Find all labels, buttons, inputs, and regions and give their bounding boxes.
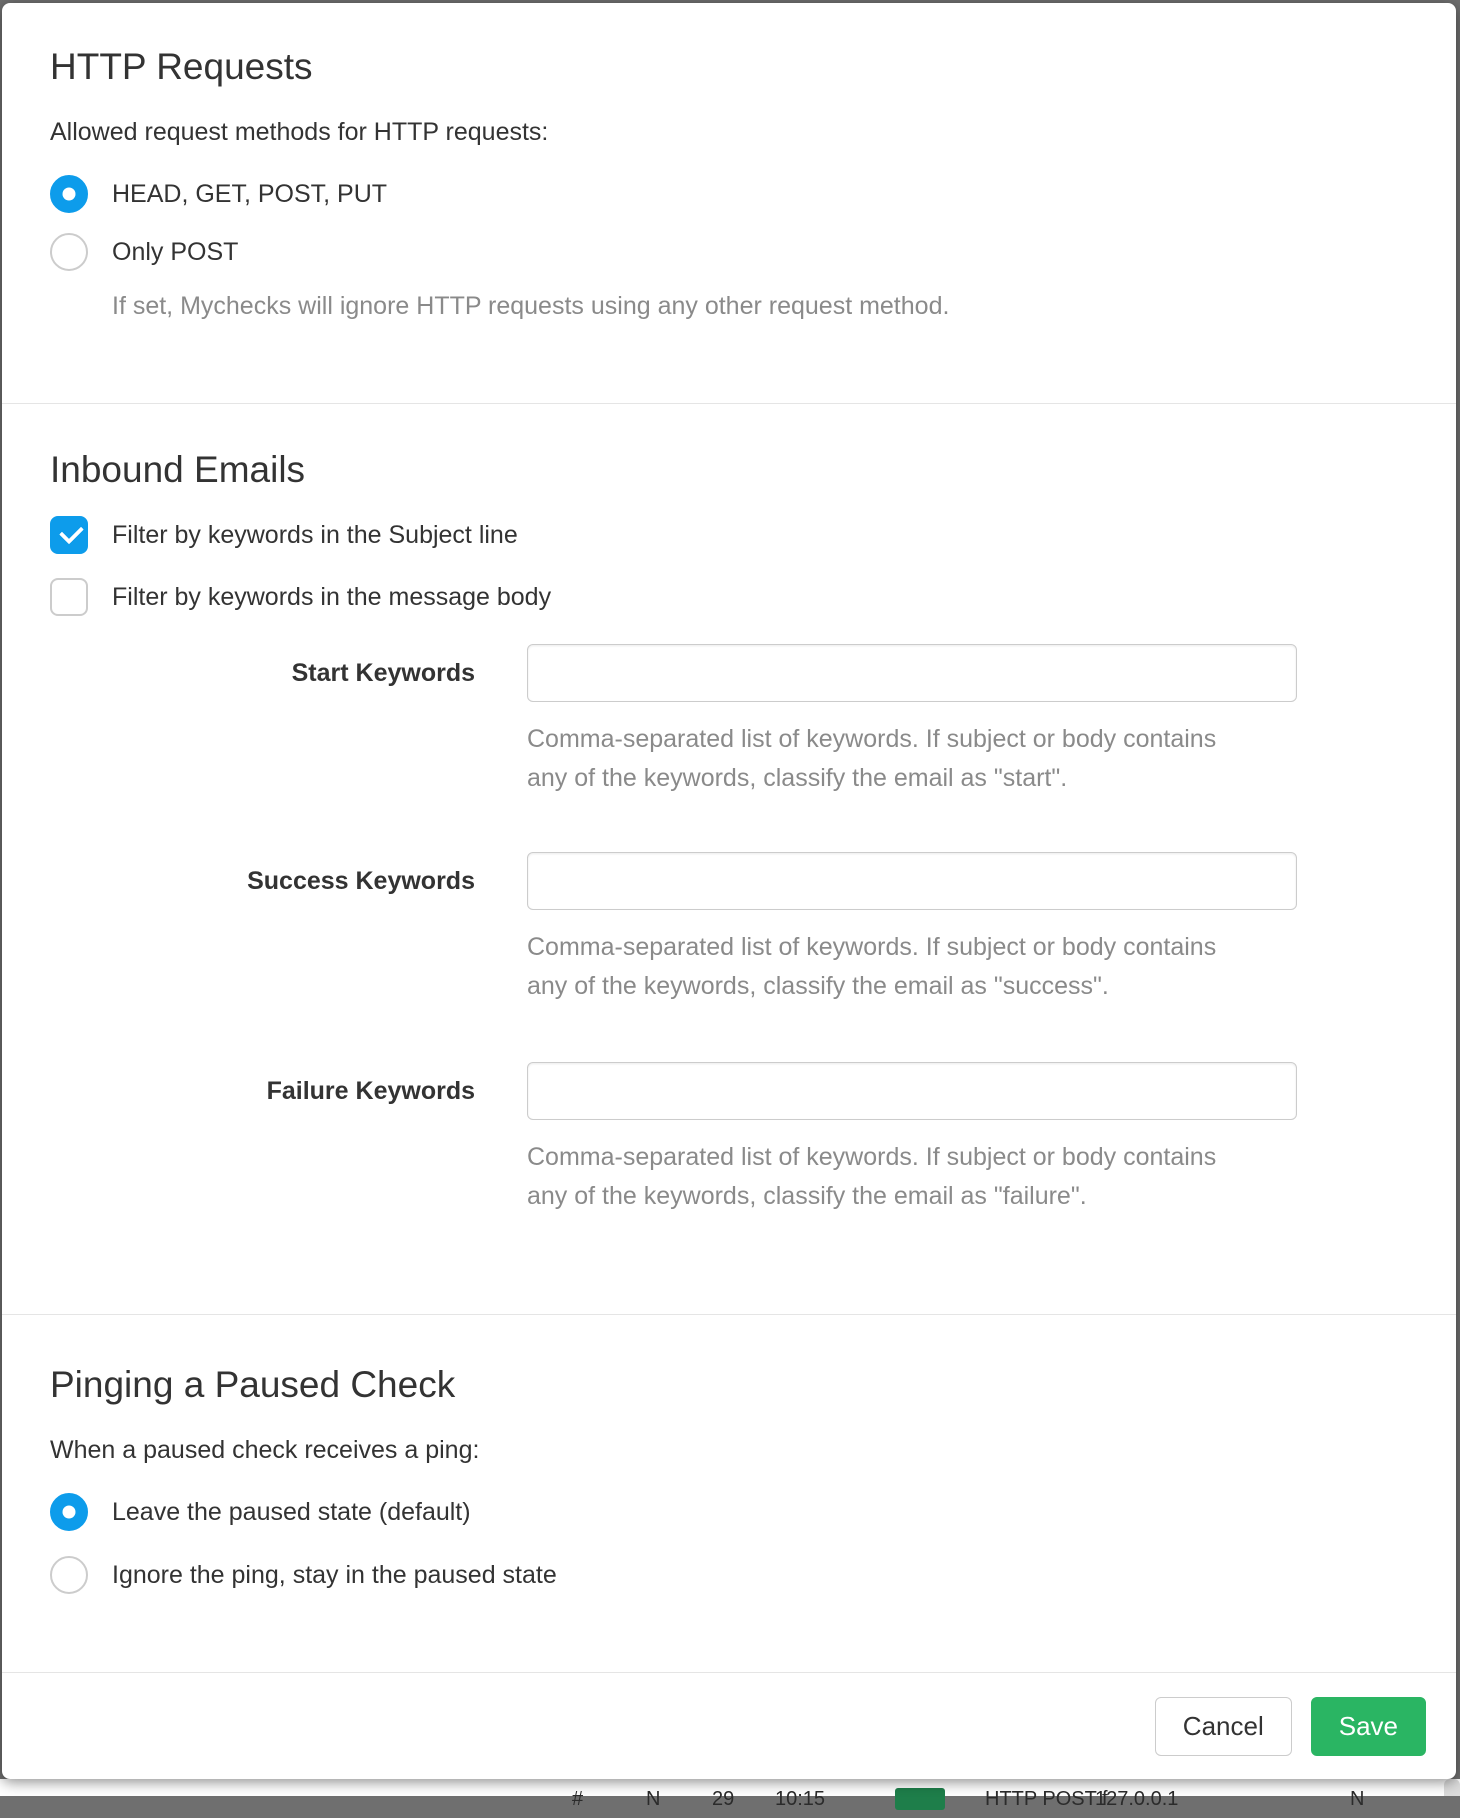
failure-keywords-help-text: Comma-separated list of keywords. If subject or body contains any of the keywords, classify the email as "failure". bbox=[527, 1143, 1217, 1210]
radio-option-label: Ignore the ping, stay in the paused state bbox=[112, 1560, 557, 1589]
checkbox-filter-body[interactable] bbox=[50, 578, 1408, 616]
section-title-pinging-paused-check: Pinging a Paused Check bbox=[50, 1364, 456, 1405]
radio-option-label: Only POST bbox=[112, 237, 239, 266]
background-text: 29 bbox=[712, 1788, 735, 1810]
failure-keywords-label: Failure Keywords bbox=[266, 1076, 475, 1105]
checkbox-label: Filter by keywords in the message body bbox=[112, 582, 552, 611]
checkbox-label: Filter by keywords in the Subject line bbox=[112, 520, 518, 549]
section-http-requests bbox=[2, 3, 1456, 403]
success-keywords-input[interactable] bbox=[527, 852, 1297, 910]
section-title-http-requests: HTTP Requests bbox=[50, 46, 313, 87]
checkbox-filter-subject[interactable] bbox=[50, 516, 1408, 554]
radio-option-leave-paused-state[interactable] bbox=[50, 1493, 1408, 1531]
radio-option-only-post[interactable] bbox=[50, 233, 1408, 271]
background-text: 10:15 bbox=[775, 1788, 826, 1810]
http-methods-intro: Allowed request methods for HTTP requests: bbox=[50, 118, 549, 146]
checkbox-icon[interactable] bbox=[50, 578, 88, 616]
section-pinging-paused-check bbox=[2, 1315, 1456, 1672]
page-scrollbar[interactable] bbox=[1444, 1779, 1460, 1796]
background-text: N bbox=[646, 1788, 661, 1810]
background-text: N bbox=[1350, 1788, 1365, 1810]
status-badge bbox=[895, 1788, 945, 1810]
failure-keywords-input[interactable] bbox=[527, 1062, 1297, 1120]
background-text: # bbox=[572, 1788, 584, 1810]
settings-modal bbox=[2, 3, 1456, 1779]
radio-button-icon[interactable] bbox=[50, 233, 88, 271]
save-button[interactable]: Save bbox=[1311, 1697, 1426, 1756]
radio-option-ignore-ping[interactable] bbox=[50, 1556, 1408, 1594]
section-inbound-emails bbox=[2, 404, 1456, 1314]
success-keywords-label: Success Keywords bbox=[247, 866, 475, 895]
http-methods-help-text: If set, Mychecks will ignore HTTP requests using any other request method. bbox=[112, 292, 950, 320]
form-row-start-keywords bbox=[50, 644, 1408, 702]
radio-button-icon[interactable] bbox=[50, 175, 88, 213]
success-keywords-help-text: Comma-separated list of keywords. If subject or body contains any of the keywords, classify the email as "success". bbox=[527, 933, 1217, 1000]
radio-button-icon[interactable] bbox=[50, 1493, 88, 1531]
background-text: HTTP POST f bbox=[985, 1788, 1108, 1810]
cancel-button[interactable]: Cancel bbox=[1155, 1697, 1292, 1756]
background-page-sliver bbox=[0, 1779, 1460, 1810]
form-row-success-keywords bbox=[50, 852, 1408, 910]
paused-check-intro: When a paused check receives a ping: bbox=[50, 1436, 480, 1464]
section-title-inbound-emails: Inbound Emails bbox=[50, 449, 306, 490]
modal-footer bbox=[2, 1672, 1456, 1780]
background-log-row bbox=[0, 1788, 1460, 1818]
radio-option-head-get-post-put[interactable] bbox=[50, 175, 1408, 213]
form-row-failure-keywords bbox=[50, 1062, 1408, 1120]
background-text: 127.0.0.1 bbox=[1095, 1788, 1179, 1810]
radio-option-label: Leave the paused state (default) bbox=[112, 1497, 471, 1526]
start-keywords-help-text: Comma-separated list of keywords. If subject or body contains any of the keywords, classify the email as "start". bbox=[527, 725, 1217, 792]
radio-button-icon[interactable] bbox=[50, 1556, 88, 1594]
checkbox-icon[interactable] bbox=[50, 516, 88, 554]
start-keywords-label: Start Keywords bbox=[291, 658, 475, 687]
start-keywords-input[interactable] bbox=[527, 644, 1297, 702]
radio-option-label: HEAD, GET, POST, PUT bbox=[112, 179, 388, 208]
